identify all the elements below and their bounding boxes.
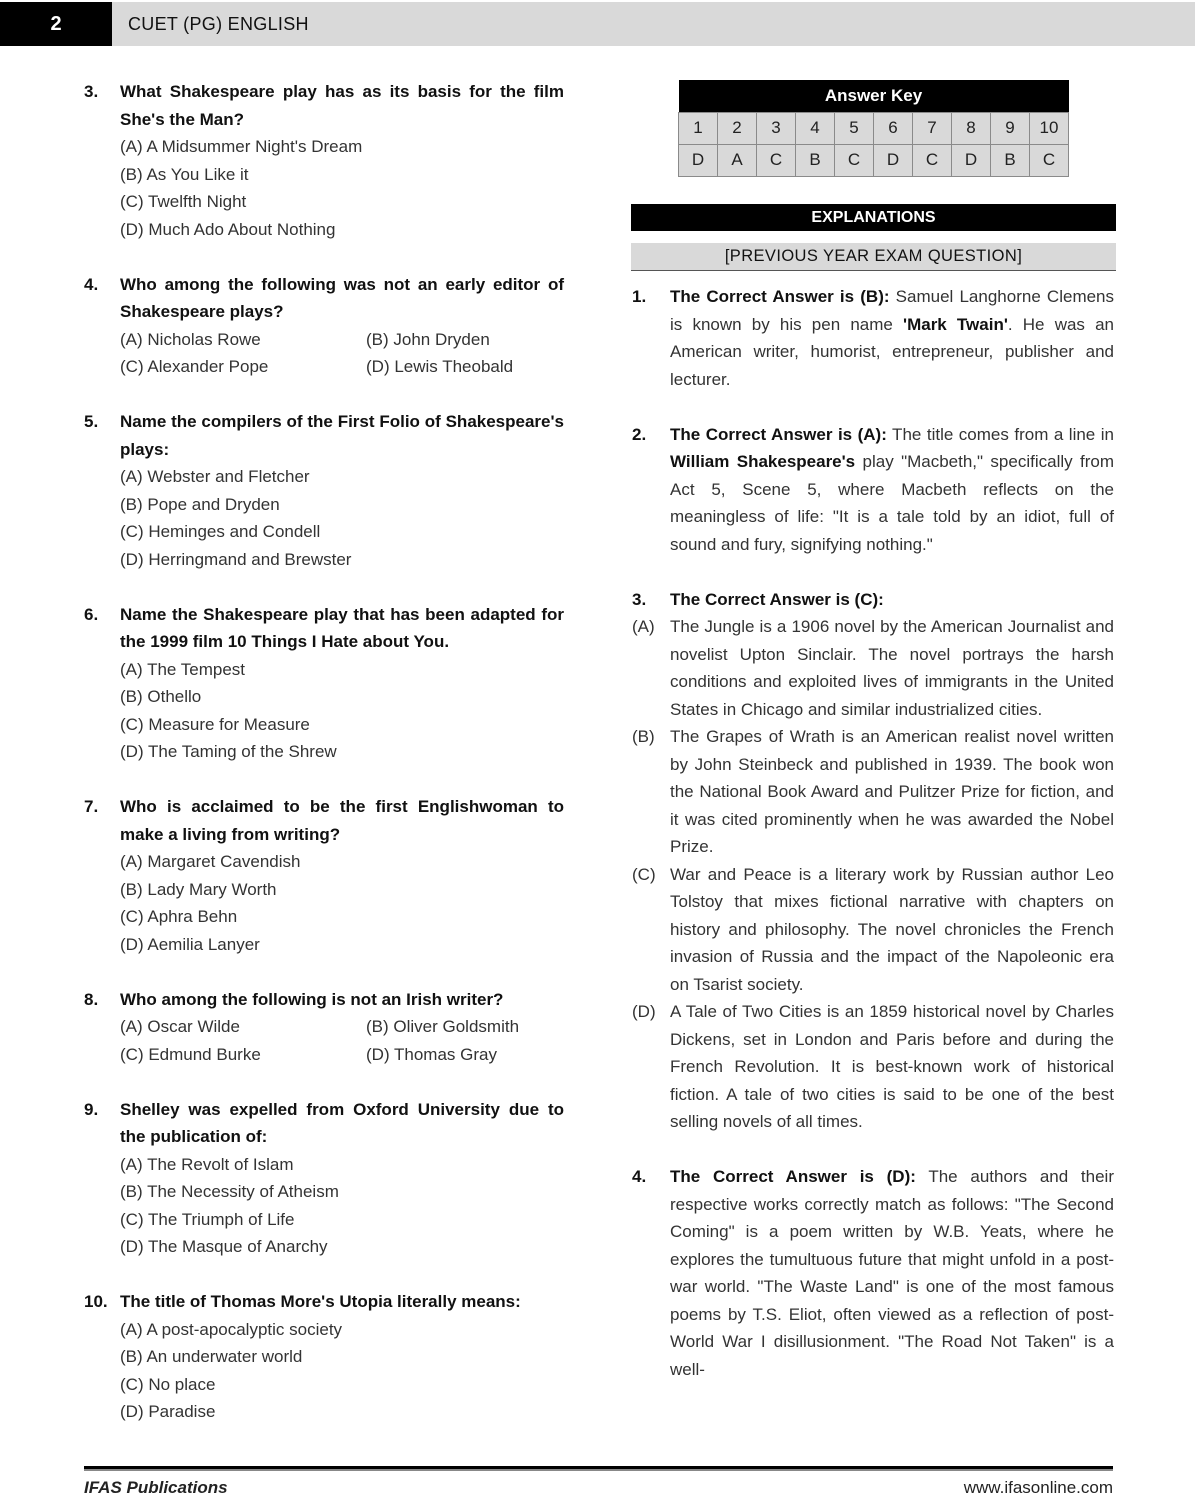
question-text: Shelley was expelled from Oxford University due to the publication of: [120,1099,564,1146]
explanations-column [632,283,1114,1411]
option: (C) No place [120,1374,216,1394]
answer-key-title: Answer Key [679,80,1069,112]
answer-key-answer: B [796,144,835,176]
option: (A) Oscar Wilde [120,1017,240,1036]
explanation-text: The authors and their respective works correctly match as follows: "The Second Coming" is a poem written by W.B. Yeats, where he explores the tumultuous future that might unfold in a post-war world. "The Waste Land" is one of the most famous poems by T.S. Eliot, often viewed as a reflection of post-World War I disillusionment. "The Road Not Taken" is a well- [670,1167,1114,1379]
answer-key-answer: A [718,144,757,176]
option: (D) Much Ado About Nothing [120,219,336,239]
answer-key-number: 5 [835,112,874,144]
explanation-sub-item [632,861,1114,999]
explanation-sub-item [632,613,1114,723]
question-item [84,78,564,243]
option: (B) Pope and Dryden [120,494,280,514]
answer-key-table [678,80,1069,177]
option: (A) Margaret Cavendish [120,852,301,871]
question-item [84,408,564,573]
option: (B) Othello [120,687,202,706]
questions-column [84,78,564,1453]
explanation-number: 2. [632,424,647,444]
explanation-bold: 'Mark Twain' [903,314,1008,334]
option: (D) Paradise [120,1402,216,1421]
option: (B) Lady Mary Worth [120,879,277,899]
option: (B) As You Like it [120,164,249,184]
question-text: Who among the following was not an early editor of Shakespeare plays? [120,274,564,321]
answer-key-answer: B [991,144,1030,176]
option: (D) Thomas Gray [366,1044,497,1064]
answer-key-number: 9 [991,112,1030,144]
sub-text: The Grapes of Wrath is an American realist novel written by John Steinbeck and published in 1939. The book won the National Book Award and Pulitzer Prize for fiction, and it was cited prominently when he was awarded the Nobel Prize. [670,727,1114,856]
explanation-text: . He was an American writer, humorist, entrepreneur, publisher and lecturer. [670,314,1115,389]
correct-answer-lead: The Correct Answer is (D): [670,1167,916,1186]
question-number: 8. [84,989,99,1009]
explanations-heading: EXPLANATIONS [631,204,1116,231]
answer-key-number: 8 [952,112,991,144]
explanation-item [632,586,1114,1136]
answer-key-numbers-row [679,112,1069,144]
explanation-text: play "Macbeth," specifically from Act 5, Scene 5, where Macbeth reflects on the meaningless of life: "It is a tale told by an idiot, full of sound and fury, signifying nothing." [670,452,1114,554]
option: (B) An underwater world [120,1347,303,1366]
option: (B) The Necessity of Atheism [120,1182,339,1201]
footer-website: www.ifasonline.com [963,1478,1113,1497]
question-text: Who among the following is not an Irish writer? [120,989,504,1009]
question-number: 6. [84,604,99,624]
page-header [0,2,1195,46]
question-item [84,601,564,766]
correct-answer-lead: The Correct Answer is (C): [670,589,884,609]
option: (B) Oliver Goldsmith [366,1017,520,1036]
question-item [84,986,564,1069]
answer-key-number: 3 [757,112,796,144]
answer-key-number: 7 [913,112,952,144]
explanation-number: 4. [632,1167,647,1186]
option: (A) A Midsummer Night's Dream [120,137,363,156]
option: (C) Heminges and Condell [120,522,321,541]
page-number: 2 [0,2,112,46]
answer-key-number: 4 [796,112,835,144]
answer-key-number: 2 [718,112,757,144]
option: (C) The Triumph of Life [120,1209,295,1229]
correct-answer-lead: The Correct Answer is (B): [670,287,890,306]
option: (A) Webster and Fletcher [120,467,310,486]
option: (D) Aemilia Lanyer [120,934,260,954]
answer-key-number: 6 [874,112,913,144]
explanation-item [632,1163,1114,1383]
answer-key-number: 10 [1030,112,1069,144]
question-number: 9. [84,1099,99,1119]
question-number: 10. [84,1292,108,1311]
explanation-item [632,283,1114,393]
option: (A) The Revolt of Islam [120,1154,294,1174]
question-text: Who is acclaimed to be the first Englishwoman to make a living from writing? [120,797,564,844]
running-title: CUET (PG) ENGLISH [128,13,309,34]
answer-key-answer: D [952,144,991,176]
answer-key-answers-row [679,144,1069,176]
question-text: What Shakespeare play has as its basis for the film She's the Man? [120,82,564,129]
option: (C) Aphra Behn [120,907,238,926]
footer-publisher: IFAS Publications [84,1478,228,1497]
answer-key-answer: C [757,144,796,176]
question-number: 7. [84,797,99,816]
explanation-item [632,421,1114,559]
question-item [84,1288,564,1426]
question-item [84,793,564,958]
option: (C) Measure for Measure [120,714,310,734]
answer-key-answer: C [913,144,952,176]
option: (D) The Masque of Anarchy [120,1237,328,1256]
answer-key-answer: D [679,144,718,176]
sub-label: (C) [632,864,656,884]
question-text: Name the compilers of the First Folio of Shakespeare's plays: [120,412,564,459]
question-text: Name the Shakespeare play that has been adapted for the 1999 film 10 Things I Hate about You. [120,604,564,651]
sub-label: (B) [632,727,655,746]
question-number: 5. [84,412,99,431]
explanation-text: The title comes from a line in [886,424,1114,444]
option: (D) Lewis Theobald [366,357,514,376]
answer-key-answer: C [835,144,874,176]
option: (C) Edmund Burke [120,1044,261,1064]
correct-answer-lead: The Correct Answer is (A): [670,424,887,444]
option: (A) A post-apocalyptic society [120,1319,343,1339]
pyq-label: [PREVIOUS YEAR EXAM QUESTION] [631,243,1116,271]
explanation-sub-item [632,998,1114,1136]
option: (D) Herringmand and Brewster [120,549,352,569]
explanation-number: 1. [632,287,647,306]
question-item [84,1096,564,1261]
sub-label: (D) [632,1002,656,1021]
answer-key-number: 1 [679,112,718,144]
question-number: 4. [84,274,99,294]
question-item [84,271,564,381]
option: (B) John Dryden [366,329,490,349]
explanation-number: 3. [632,589,647,609]
question-text: The title of Thomas More's Utopia literally means: [120,1292,521,1311]
explanation-bold: William Shakespeare's [670,452,856,471]
explanation-sub-item [632,723,1114,861]
question-number: 3. [84,82,99,101]
option: (C) Twelfth Night [120,192,247,211]
answer-key-answer: C [1030,144,1069,176]
option: (A) The Tempest [120,659,246,679]
footer-rule [84,1466,1113,1471]
sub-text: War and Peace is a literary work by Russian author Leo Tolstoy that mixes fictional narrative with chapters on history and philosophy. The novel chronicles the French invasion of Russia and the impact of the Napoleonic era on Tsarist society. [670,864,1114,994]
sub-text: A Tale of Two Cities is an 1859 historical novel by Charles Dickens, set in London and Paris before and during the French Revolution. It is best-known work of historical fiction. A tale of two cities is said to be one of the best selling novels of all times. [670,1002,1114,1131]
option: (A) Nicholas Rowe [120,329,261,349]
explanation-text: Samuel Langhorne Clemens is known by his pen name [670,287,1115,334]
sub-text: The Jungle is a 1906 novel by the American Journalist and novelist Upton Sinclair. The novel portrays the harsh conditions and exploited lives of immigrants in the United States in Chicago and similar industrialized cities. [670,617,1114,719]
option: (C) Alexander Pope [120,357,269,376]
answer-key-answer: D [874,144,913,176]
sub-label: (A) [632,617,655,636]
option: (D) The Taming of the Shrew [120,742,337,761]
